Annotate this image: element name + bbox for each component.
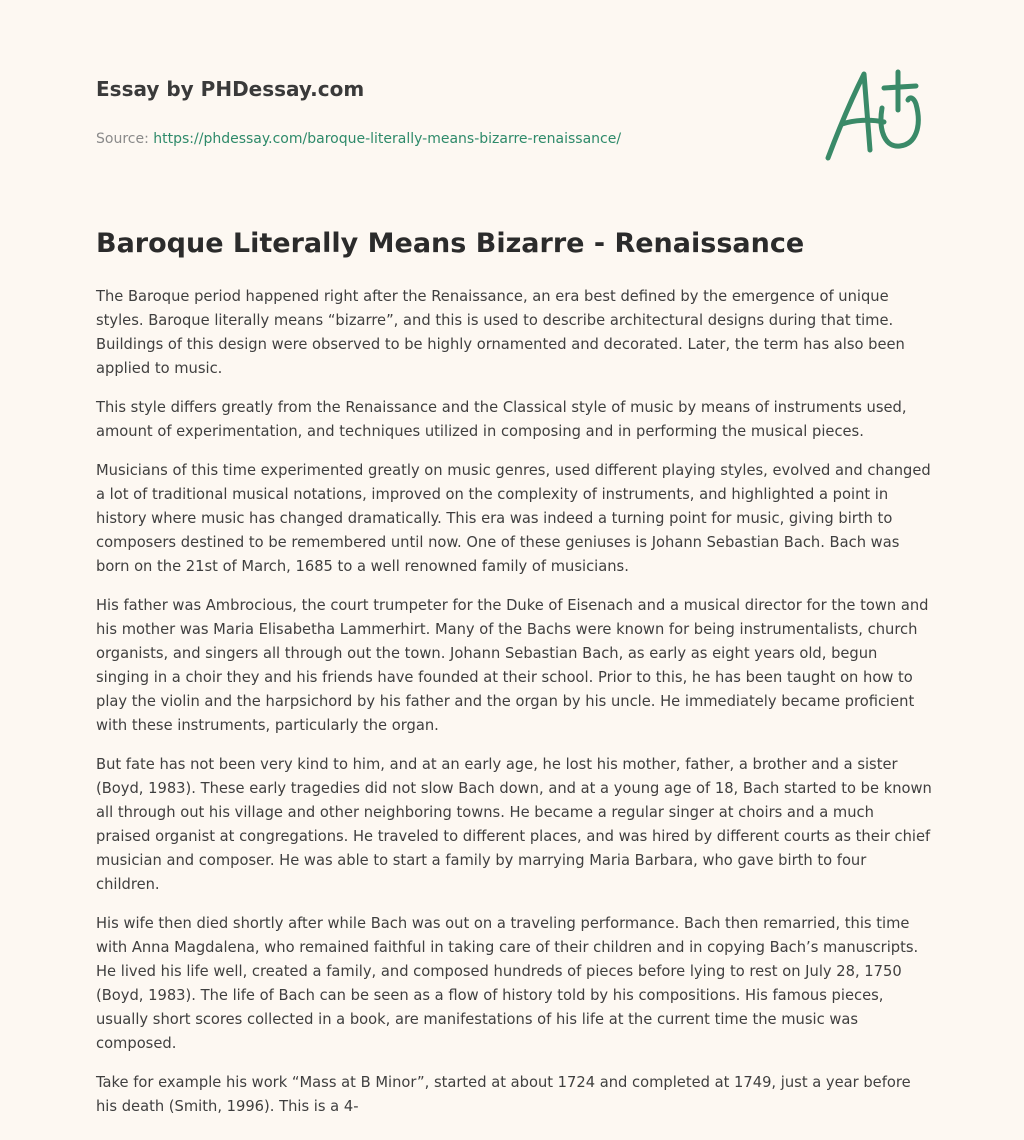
essay-title: Baroque Literally Means Bizarre - Renaissance	[96, 228, 805, 259]
essay-paragraph: His father was Ambrocious, the court trumpeter for the Duke of Eisenach and a musical director for the town and his mother was Maria Elisabetha Lammerhirt. Many of the Bachs were known for being instrumentalists, church organists, and singers all through out the town. Johann Sebastian Bach, as early as eight years old, begun singing in a choir they and his friends have founded at their school. Prior to this, he has been taught on how to play the violin and the harpsichord by his father and the organ by his uncle. He immediately became proficient with these instruments, particularly the organ.	[96, 597, 929, 734]
essay-paragraph: This style differs greatly from the Renaissance and the Classical style of music by means of instruments used, amount of experimentation, and techniques utilized in composing and in performing the musical pieces.	[96, 399, 907, 440]
essay-paragraph: His wife then died shortly after while Bach was out on a traveling performance. Bach then remarried, this time with Anna Magdalena, who remained faithful in taking care of their children and in copying Bach’s manuscripts. He lived his life well, created a family, and composed hundreds of pieces before lying to rest on July 28, 1750 (Boyd, 1983). The life of Bach can be seen as a flow of history told by his compositions. His famous pieces, usually short scores collected in a book, are manifestations of his life at the current time the music was composed.	[96, 915, 919, 1052]
source-link[interactable]: https://phdessay.com/baroque-literally-means-bizarre-renaissance/	[153, 131, 622, 147]
essay-paragraph: But fate has not been very kind to him, and at an early age, he lost his mother, father, a brother and a sister (Boyd, 1983). These early tragedies did not slow Bach down, and at a young age of 18, Bach started to be known all through out his village and other neighboring towns. He became a regular singer at choirs and a much praised organist at congregations. He traveled to different places, and was hired by different courts as their chief musician and composer. He was able to start a family by marrying Maria Barbara, who gave birth to four children.	[96, 756, 932, 893]
a-plus-grade-icon	[820, 64, 930, 168]
essay-paragraph: Musicians of this time experimented greatly on music genres, used different playing styles, evolved and changed a lot of traditional musical notations, improved on the complexity of instruments, and highlighted a point in history where music has changed dramatically. This era was indeed a turning point for music, giving birth to composers destined to be remembered until now. One of these geniuses is Johann Sebastian Bach. Bach was born on the 21st of March, 1685 to a well renowned family of musicians.	[96, 462, 931, 575]
essay-paragraph: The Baroque period happened right after the Renaissance, an era best defined by the emergence of unique styles. Baroque literally means “bizarre”, and this is used to describe architectural designs during that time. Buildings of this design were observed to be highly ornamented and decorated. Later, the term has also been applied to music.	[96, 288, 905, 377]
site-brand: Essay by PHDessay.com	[96, 77, 365, 101]
essay-body	[96, 285, 932, 1134]
essay-paragraph: Take for example his work “Mass at B Minor”, started at about 1724 and completed at 1749, just a year before his death (Smith, 1996). This is a 4-	[96, 1074, 911, 1115]
source-line	[96, 129, 796, 149]
essay-header	[96, 74, 796, 149]
source-label: Source:	[96, 131, 154, 147]
